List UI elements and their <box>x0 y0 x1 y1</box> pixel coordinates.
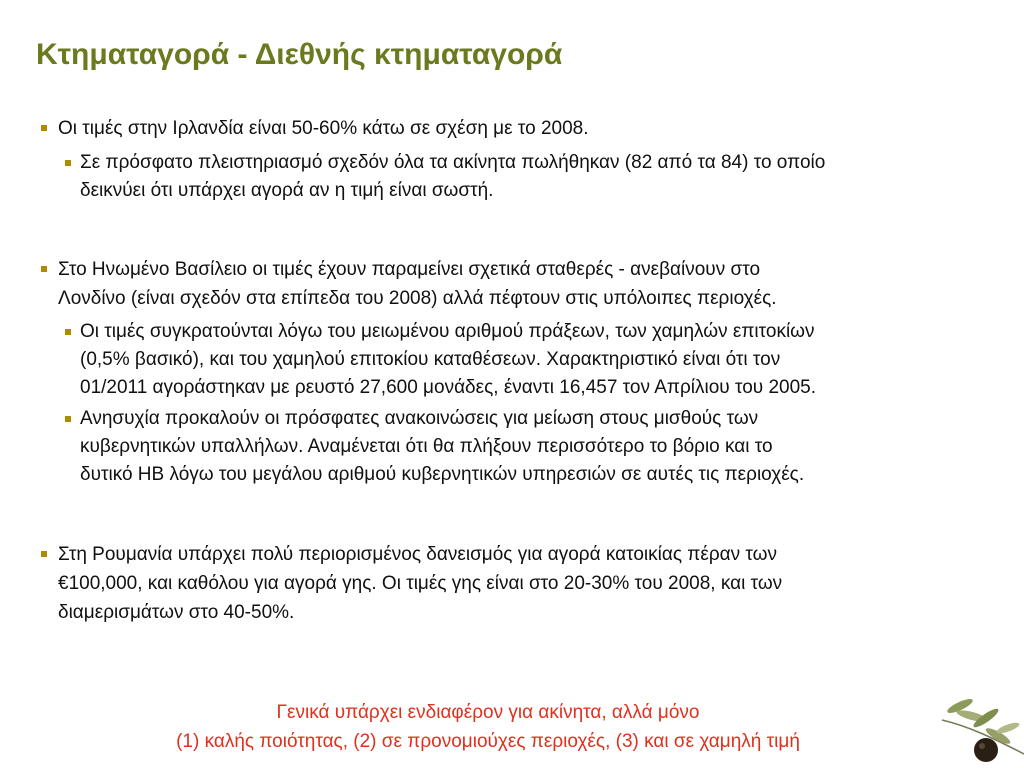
bullet-square-icon <box>41 125 47 131</box>
bullet-square-icon <box>65 416 71 422</box>
bullet-square-icon <box>41 266 47 272</box>
bullet-uk <box>58 255 777 313</box>
bullet-line: Λονδίνο (είναι σχεδόν στα επίπεδα του 2008) αλλά πέφτουν στις υπόλοιπες περιοχές. <box>58 288 777 309</box>
footer-line: Γενικά υπάρχει ενδιαφέρον για ακίνητα, αλλά μόνο <box>276 702 700 723</box>
sub-bullet-line: Σε πρόσφατο πλειστηριασμό σχεδόν όλα τα ακίνητα πωλήθηκαν (82 από τα 84) το οποίο <box>80 152 826 173</box>
olive-branch-icon <box>938 688 1024 768</box>
bullet-romania <box>58 540 782 627</box>
sub-bullet-uk-concerns <box>80 405 804 489</box>
sub-bullet-line: Οι τιμές συγκρατούνται λόγω του μειωμένου αριθμού πράξεων, των χαμηλών επιτοκίων <box>80 321 815 342</box>
bullet-square-icon <box>65 160 71 166</box>
sub-bullet-line: 01/2011 αγοράστηκαν με ρευστό 27,600 μονάδες, έναντι 16,457 τον Απρίλιου του 2005. <box>80 377 816 398</box>
footer-line: (1) καλής ποιότητας, (2) σε προνομιούχες περιοχές, (3) και σε χαμηλή τιμή <box>176 731 800 752</box>
sub-bullet-line: δεικνύει ότι υπάρχει αγορά αν η τιμή είναι σωστή. <box>80 180 494 201</box>
sub-bullet-line: (0,5% βασικό), και του χαμηλού επιτοκίου καταθέσεων. Χαρακτηριστικό είναι ότι τον <box>80 349 781 370</box>
bullet-line: διαμερισμάτων στο 40-50%. <box>58 602 295 623</box>
sub-bullet-line: δυτικό ΗΒ λόγω του μεγάλου αριθμού κυβερνητικών υπηρεσιών σε αυτές τις περιοχές. <box>80 464 805 485</box>
footer-conclusion <box>0 698 976 756</box>
sub-bullet-uk-rates <box>80 318 816 402</box>
bullet-ireland-text: Οι τιμές στην Ιρλανδία είναι 50-60% κάτω σε σχέση με το 2008. <box>58 118 589 139</box>
sub-bullet-line: Ανησυχία προκαλούν οι πρόσφατες ανακοινώσεις για μείωση στους μισθούς των <box>80 408 759 429</box>
slide-title: Κτηματαγορά - Διεθνής κτηματαγορά <box>36 38 563 71</box>
sub-bullet-line: κυβερνητικών υπαλλήλων. Αναμένεται ότι θα πλήξουν περισσότερο το βόριο και το <box>80 436 773 457</box>
bullet-line: Στη Ρουμανία υπάρχει πολύ περιορισμένος δανεισμός για αγορά κατοικίας πέραν των <box>58 544 777 565</box>
bullet-square-icon <box>41 551 47 557</box>
sub-bullet-ireland-auction <box>80 149 825 205</box>
bullet-square-icon <box>65 329 71 335</box>
bullet-line: Στο Ηνωμένο Βασίλειο οι τιμές έχουν παραμείνει σχετικά σταθερές - ανεβαίνουν στο <box>58 259 761 280</box>
bullet-line: €100,000, και καθόλου για αγορά γης. Οι τιμές γης είναι στο 20-30% του 2008, και των <box>58 573 783 594</box>
bullet-ireland <box>58 114 589 143</box>
